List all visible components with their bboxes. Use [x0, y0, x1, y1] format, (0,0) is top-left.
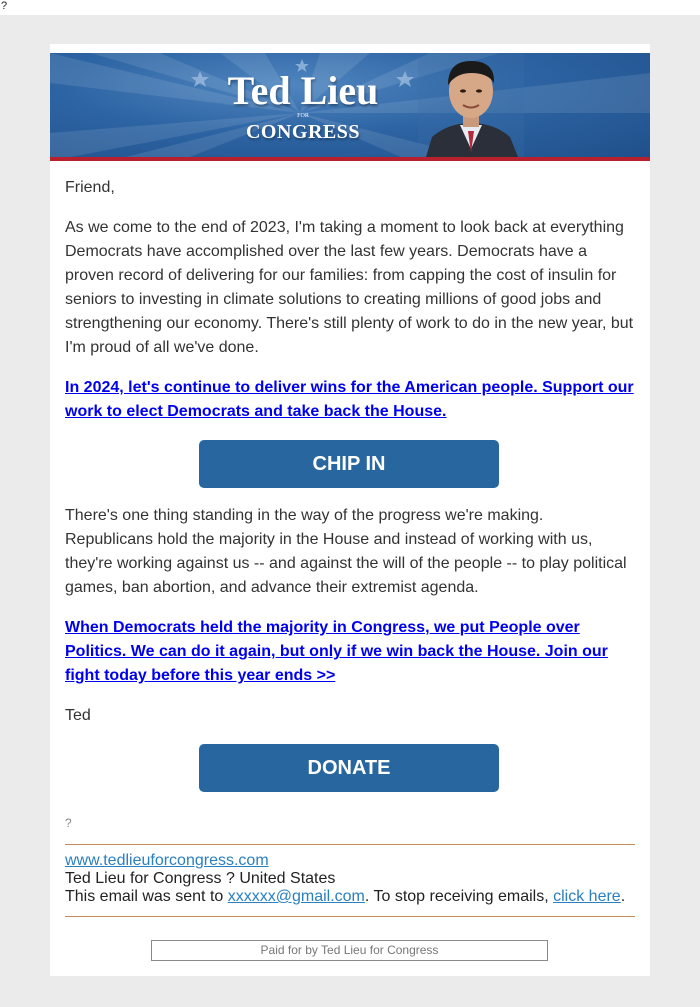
footer-sent-line [65, 888, 635, 906]
join-fight-link-paragraph [65, 616, 635, 688]
sent-middle-text: . To stop receiving emails, [364, 888, 554, 905]
footer-divider-top [65, 844, 635, 845]
footer-site-line [65, 852, 635, 870]
banner-congress-label: CONGRESS [245, 121, 361, 143]
banner-red-stripe [50, 157, 650, 161]
banner-title: Ted Lieu [227, 68, 379, 113]
website-link[interactable]: www.tedlieuforcongress.com [65, 852, 269, 869]
top-question-mark: ? [1, 0, 8, 12]
republicans-paragraph: There's one thing standing in the way of the progress we're making. Republicans hold the majority in the House and instead of working with us, they're working against us -- and against the will of the people -- to play political games, ban abortion, and advance their extremist agenda. [65, 507, 627, 596]
candidate-portrait [418, 53, 524, 157]
greeting: Friend, [65, 179, 115, 196]
recipient-email-link[interactable]: xxxxxx@gmail.com [227, 888, 365, 905]
intro-paragraph: As we come to the end of 2023, I'm taking a moment to look back at everything Democrats have accomplished over the last few years. Democrats have a proven record of delivering for our families: from capping the cost of insulin for seniors to investing in climate solutions to creating millions of good jobs and strengthening our economy. There's still plenty of work to do in the new year, but I'm proud of all we've done. [65, 219, 634, 356]
support-link[interactable]: In 2024, let's continue to deliver wins for the American people. Support our work to elect Democrats and take back the House. [65, 379, 634, 420]
banner-for-label: FOR [297, 113, 309, 119]
unsubscribe-link[interactable]: click here [553, 888, 621, 905]
donate-button[interactable]: DONATE [199, 744, 499, 792]
email-card [50, 44, 650, 976]
paid-for-disclaimer: Paid for by Ted Lieu for Congress [151, 940, 548, 961]
chip-in-button[interactable]: CHIP IN [199, 440, 499, 488]
join-fight-link[interactable]: When Democrats held the majority in Congress, we put People over Politics. We can do it again, but only if we win back the House. Join our fight today before this year ends >> [65, 619, 608, 684]
sent-suffix-text: . [620, 888, 626, 905]
support-link-paragraph [65, 376, 635, 424]
placeholder-question-mark: ? [65, 816, 72, 830]
email-footer [65, 852, 635, 906]
header-banner [50, 53, 650, 161]
signature: Ted [65, 707, 91, 724]
sent-prefix-text: This email was sent to [65, 888, 228, 905]
footer-divider-bottom [65, 916, 635, 917]
top-status-bar [0, 0, 700, 15]
footer-org-line: Ted Lieu for Congress ? United States [65, 870, 336, 887]
